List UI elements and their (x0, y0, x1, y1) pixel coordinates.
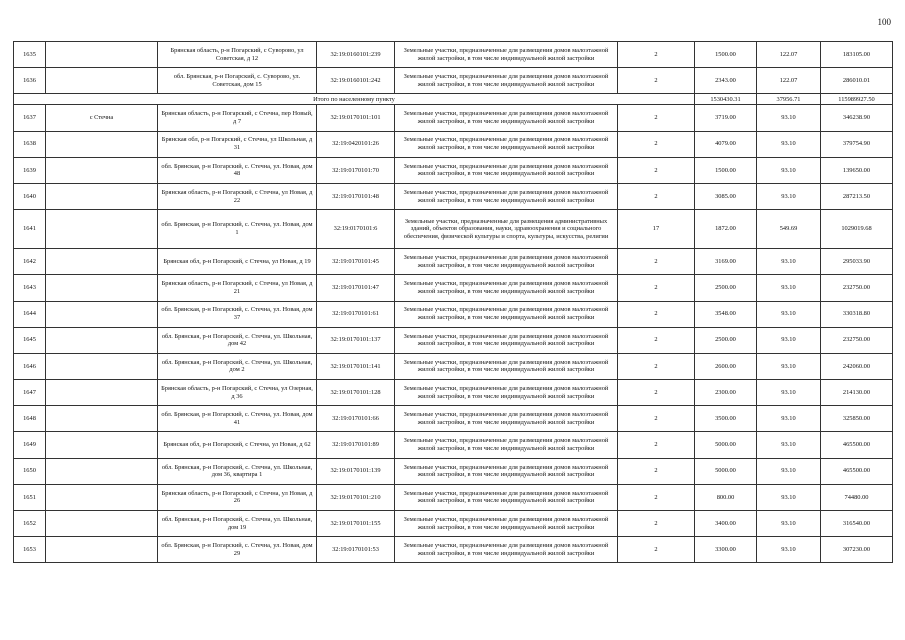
land-use-cell: Земельные участки, предназначенные для размещения домов малоэтажной жилой застройки, в том числе индивидуальной жилой застройки (395, 157, 618, 183)
table-row (14, 183, 893, 209)
upks-cell: 93.10 (757, 406, 821, 432)
row-number-cell: 1653 (14, 537, 46, 563)
land-use-cell: Земельные участки, предназначенные для размещения домов малоэтажной жилой застройки, в том числе индивидуальной жилой застройки (395, 68, 618, 94)
address-cell: Брянская обл, р-н Погарский, с Стечна, ул Школьная, д 31 (158, 131, 317, 157)
row-number-cell: 1644 (14, 301, 46, 327)
settlement-cell (46, 432, 158, 458)
land-use-cell: Земельные участки, предназначенные для размещения административных зданий, объектов образования, науки, здравоохранения и социального обеспечения, физической культуры и спорта, культуры, искусства, религии (395, 210, 618, 249)
land-use-cell: Земельные участки, предназначенные для размещения домов малоэтажной жилой застройки, в том числе индивидуальной жилой застройки (395, 537, 618, 563)
upks-cell: 93.10 (757, 458, 821, 484)
area-cell: 3300.00 (695, 537, 757, 563)
table-row (14, 458, 893, 484)
settlement-cell (46, 275, 158, 301)
land-use-cell: Земельные участки, предназначенные для размещения домов малоэтажной жилой застройки, в том числе индивидуальной жилой застройки (395, 511, 618, 537)
land-use-cell: Земельные участки, предназначенные для размещения домов малоэтажной жилой застройки, в том числе индивидуальной жилой застройки (395, 301, 618, 327)
table-row (14, 249, 893, 275)
cadastral-value-cell: 183105.00 (821, 42, 893, 68)
subtotal-area-cell: 1530430.31 (695, 94, 757, 105)
cadastral-value-cell: 325850.00 (821, 406, 893, 432)
table-row (14, 131, 893, 157)
land-use-cell: Земельные участки, предназначенные для размещения домов малоэтажной жилой застройки, в том числе индивидуальной жилой застройки (395, 327, 618, 353)
table-row (14, 432, 893, 458)
upks-cell: 93.10 (757, 432, 821, 458)
group-cell: 17 (618, 210, 695, 249)
upks-cell: 122.07 (757, 42, 821, 68)
row-number-cell: 1648 (14, 406, 46, 432)
cadastral-number-cell: 32:19:0170101:6 (317, 210, 395, 249)
table-body (14, 42, 893, 563)
settlement-cell (46, 183, 158, 209)
upks-cell: 93.10 (757, 484, 821, 510)
cadastral-number-cell: 32:19:0170101:128 (317, 380, 395, 406)
table-row (14, 210, 893, 249)
land-use-cell: Земельные участки, предназначенные для размещения домов малоэтажной жилой застройки, в том числе индивидуальной жилой застройки (395, 249, 618, 275)
settlement-cell (46, 210, 158, 249)
row-number-cell: 1640 (14, 183, 46, 209)
area-cell: 2500.00 (695, 327, 757, 353)
settlement-cell (46, 380, 158, 406)
cadastral-number-cell: 32:19:0160101:239 (317, 42, 395, 68)
cadastral-value-cell: 465500.00 (821, 458, 893, 484)
area-cell: 5000.00 (695, 458, 757, 484)
area-cell: 3719.00 (695, 105, 757, 131)
group-cell: 2 (618, 484, 695, 510)
row-number-cell: 1649 (14, 432, 46, 458)
table-row (14, 406, 893, 432)
land-use-cell: Земельные участки, предназначенные для размещения домов малоэтажной жилой застройки, в том числе индивидуальной жилой застройки (395, 458, 618, 484)
group-cell: 2 (618, 353, 695, 379)
group-cell: 2 (618, 105, 695, 131)
cadastral-number-cell: 32:19:0170101:47 (317, 275, 395, 301)
land-use-cell: Земельные участки, предназначенные для размещения домов малоэтажной жилой застройки, в том числе индивидуальной жилой застройки (395, 380, 618, 406)
row-number-cell: 1645 (14, 327, 46, 353)
row-number-cell: 1646 (14, 353, 46, 379)
cadastral-number-cell: 32:19:0170101:61 (317, 301, 395, 327)
settlement-cell (46, 157, 158, 183)
address-cell: Брянская область, р-н Погарский, с Стечна, ул Новая, д 21 (158, 275, 317, 301)
cadastral-number-cell: 32:19:0170101:53 (317, 537, 395, 563)
area-cell: 3500.00 (695, 406, 757, 432)
cadastral-number-cell: 32:19:0170101:89 (317, 432, 395, 458)
cadastral-value-cell: 214130.00 (821, 380, 893, 406)
settlement-cell: с Стечна (46, 105, 158, 131)
cadastral-number-cell: 32:19:0170101:101 (317, 105, 395, 131)
group-cell: 2 (618, 511, 695, 537)
cadastral-value-cell: 1029019.68 (821, 210, 893, 249)
row-number-cell: 1642 (14, 249, 46, 275)
settlement-cell (46, 484, 158, 510)
address-cell: обл. Брянская, р-н Погарский, с. Стечна, ул. Школьная, дом 42 (158, 327, 317, 353)
upks-cell: 93.10 (757, 249, 821, 275)
group-cell: 2 (618, 406, 695, 432)
address-cell: обл. Брянская, р-н Погарский, с. Стечна, ул. Новая, дом 37 (158, 301, 317, 327)
area-cell: 1872.00 (695, 210, 757, 249)
table-row (14, 537, 893, 563)
address-cell: Брянская область, р-н Погарский, с Стечна, пер Новый, д 7 (158, 105, 317, 131)
subtotal-label-cell: Итого по населенному пункту (14, 94, 695, 105)
area-cell: 3169.00 (695, 249, 757, 275)
subtotal-upks-cell: 37956.71 (757, 94, 821, 105)
table-row (14, 327, 893, 353)
page-number: 100 (877, 17, 891, 27)
address-cell: обл. Брянская, р-н Погарский, с. Стечна, ул. Школьная, дом 36, квартира 1 (158, 458, 317, 484)
land-use-cell: Земельные участки, предназначенные для размещения домов малоэтажной жилой застройки, в том числе индивидуальной жилой застройки (395, 406, 618, 432)
settlement-cell (46, 511, 158, 537)
settlement-cell (46, 131, 158, 157)
area-cell: 2500.00 (695, 275, 757, 301)
cadastral-value-cell: 242060.00 (821, 353, 893, 379)
address-cell: обл. Брянская, р-н Погарский, с. Стечна, ул. Школьная, дом 19 (158, 511, 317, 537)
cadastral-number-cell: 32:19:0170101:45 (317, 249, 395, 275)
row-number-cell: 1651 (14, 484, 46, 510)
cadastral-value-cell: 316540.00 (821, 511, 893, 537)
cadastral-value-cell: 287213.50 (821, 183, 893, 209)
land-use-cell: Земельные участки, предназначенные для размещения домов малоэтажной жилой застройки, в том числе индивидуальной жилой застройки (395, 353, 618, 379)
cadastral-value-cell: 346238.90 (821, 105, 893, 131)
group-cell: 2 (618, 68, 695, 94)
settlement-cell (46, 458, 158, 484)
cadastral-value-cell: 379754.90 (821, 131, 893, 157)
cadastral-value-cell: 74480.00 (821, 484, 893, 510)
settlement-cell (46, 301, 158, 327)
table-row (14, 68, 893, 94)
cadastral-number-cell: 32:19:0170101:66 (317, 406, 395, 432)
group-cell: 2 (618, 458, 695, 484)
settlement-cell (46, 68, 158, 94)
group-cell: 2 (618, 249, 695, 275)
row-number-cell: 1637 (14, 105, 46, 131)
table-row (14, 157, 893, 183)
group-cell: 2 (618, 275, 695, 301)
upks-cell: 93.10 (757, 380, 821, 406)
area-cell: 2343.00 (695, 68, 757, 94)
group-cell: 2 (618, 327, 695, 353)
group-cell: 2 (618, 380, 695, 406)
cadastral-number-cell: 32:19:0170101:139 (317, 458, 395, 484)
cadastral-value-table (13, 41, 893, 563)
row-number-cell: 1639 (14, 157, 46, 183)
table-row (14, 275, 893, 301)
settlement-cell (46, 537, 158, 563)
group-cell: 2 (618, 432, 695, 458)
area-cell: 800.00 (695, 484, 757, 510)
address-cell: обл. Брянская, р-н Погарский, с. Стечна, ул. Новая, дом 1 (158, 210, 317, 249)
settlement-cell (46, 406, 158, 432)
cadastral-value-cell: 286010.01 (821, 68, 893, 94)
land-use-cell: Земельные участки, предназначенные для размещения домов малоэтажной жилой застройки, в том числе индивидуальной жилой застройки (395, 131, 618, 157)
address-cell: обл. Брянская, р-н Погарский, с. Стечна, ул. Новая, дом 48 (158, 157, 317, 183)
land-use-cell: Земельные участки, предназначенные для размещения домов малоэтажной жилой застройки, в том числе индивидуальной жилой застройки (395, 484, 618, 510)
upks-cell: 93.10 (757, 353, 821, 379)
area-cell: 3400.00 (695, 511, 757, 537)
area-cell: 4079.00 (695, 131, 757, 157)
area-cell: 3085.00 (695, 183, 757, 209)
area-cell: 1500.00 (695, 157, 757, 183)
address-cell: Брянская обл, р-н Погарский, с Стечна, ул Новая, д 62 (158, 432, 317, 458)
upks-cell: 93.10 (757, 327, 821, 353)
address-cell: обл. Брянская, р-н Погарский, с. Суворово, ул. Советская, дом 15 (158, 68, 317, 94)
row-number-cell: 1643 (14, 275, 46, 301)
group-cell: 2 (618, 42, 695, 68)
table-row (14, 301, 893, 327)
row-number-cell: 1638 (14, 131, 46, 157)
row-number-cell: 1652 (14, 511, 46, 537)
cadastral-number-cell: 32:19:0420101:26 (317, 131, 395, 157)
upks-cell: 93.10 (757, 275, 821, 301)
land-use-cell: Земельные участки, предназначенные для размещения домов малоэтажной жилой застройки, в том числе индивидуальной жилой застройки (395, 42, 618, 68)
settlement-cell (46, 353, 158, 379)
row-number-cell: 1647 (14, 380, 46, 406)
area-cell: 2600.00 (695, 353, 757, 379)
row-number-cell: 1641 (14, 210, 46, 249)
cadastral-value-cell: 307230.00 (821, 537, 893, 563)
settlement-cell (46, 249, 158, 275)
group-cell: 2 (618, 157, 695, 183)
address-cell: Брянская область, р-н Погарский, с Стечна, ул Озерная, д 36 (158, 380, 317, 406)
cadastral-number-cell: 32:19:0170101:48 (317, 183, 395, 209)
address-cell: обл. Брянская, р-н Погарский, с. Стечна, ул. Новая, дом 29 (158, 537, 317, 563)
cadastral-value-cell: 232750.00 (821, 327, 893, 353)
cadastral-value-cell: 139650.00 (821, 157, 893, 183)
cadastral-number-cell: 32:19:0170101:137 (317, 327, 395, 353)
cadastral-value-cell: 295033.90 (821, 249, 893, 275)
address-cell: Брянская область, р-н Погарский, с Суворово, ул Советская, д 12 (158, 42, 317, 68)
table-row (14, 380, 893, 406)
land-use-cell: Земельные участки, предназначенные для размещения домов малоэтажной жилой застройки, в том числе индивидуальной жилой застройки (395, 183, 618, 209)
address-cell: Брянская область, р-н Погарский, с Стечна, ул Новая, д 26 (158, 484, 317, 510)
upks-cell: 93.10 (757, 131, 821, 157)
cadastral-number-cell: 32:19:0160101:242 (317, 68, 395, 94)
group-cell: 2 (618, 131, 695, 157)
settlement-cell (46, 327, 158, 353)
upks-cell: 93.10 (757, 301, 821, 327)
subtotal-row (14, 94, 893, 105)
upks-cell: 93.10 (757, 183, 821, 209)
upks-cell: 93.10 (757, 511, 821, 537)
cadastral-value-cell: 465500.00 (821, 432, 893, 458)
address-cell: обл. Брянская, р-н Погарский, с. Стечна, ул. Новая, дом 41 (158, 406, 317, 432)
subtotal-value-cell: 115989927.50 (821, 94, 893, 105)
row-number-cell: 1636 (14, 68, 46, 94)
area-cell: 1500.00 (695, 42, 757, 68)
cadastral-number-cell: 32:19:0170101:141 (317, 353, 395, 379)
upks-cell: 93.10 (757, 537, 821, 563)
table-row (14, 105, 893, 131)
table-row (14, 484, 893, 510)
upks-cell: 93.10 (757, 157, 821, 183)
area-cell: 2300.00 (695, 380, 757, 406)
address-cell: обл. Брянская, р-н Погарский, с. Стечна, ул. Школьная, дом 2 (158, 353, 317, 379)
group-cell: 2 (618, 301, 695, 327)
group-cell: 2 (618, 183, 695, 209)
table-row (14, 353, 893, 379)
address-cell: Брянская область, р-н Погарский, с Стечна, ул Новая, д 22 (158, 183, 317, 209)
row-number-cell: 1635 (14, 42, 46, 68)
cadastral-value-cell: 330318.80 (821, 301, 893, 327)
table-row (14, 511, 893, 537)
land-use-cell: Земельные участки, предназначенные для размещения домов малоэтажной жилой застройки, в том числе индивидуальной жилой застройки (395, 275, 618, 301)
upks-cell: 549.69 (757, 210, 821, 249)
upks-cell: 122.07 (757, 68, 821, 94)
cadastral-number-cell: 32:19:0170101:210 (317, 484, 395, 510)
group-cell: 2 (618, 537, 695, 563)
area-cell: 3548.00 (695, 301, 757, 327)
table-row (14, 42, 893, 68)
land-use-cell: Земельные участки, предназначенные для размещения домов малоэтажной жилой застройки, в том числе индивидуальной жилой застройки (395, 432, 618, 458)
land-use-cell: Земельные участки, предназначенные для размещения домов малоэтажной жилой застройки, в том числе индивидуальной жилой застройки (395, 105, 618, 131)
cadastral-number-cell: 32:19:0170101:155 (317, 511, 395, 537)
cadastral-number-cell: 32:19:0170101:70 (317, 157, 395, 183)
row-number-cell: 1650 (14, 458, 46, 484)
area-cell: 5000.00 (695, 432, 757, 458)
address-cell: Брянская обл, р-н Погарский, с Стечна, ул Новая, д 19 (158, 249, 317, 275)
settlement-cell (46, 42, 158, 68)
upks-cell: 93.10 (757, 105, 821, 131)
cadastral-value-cell: 232750.00 (821, 275, 893, 301)
